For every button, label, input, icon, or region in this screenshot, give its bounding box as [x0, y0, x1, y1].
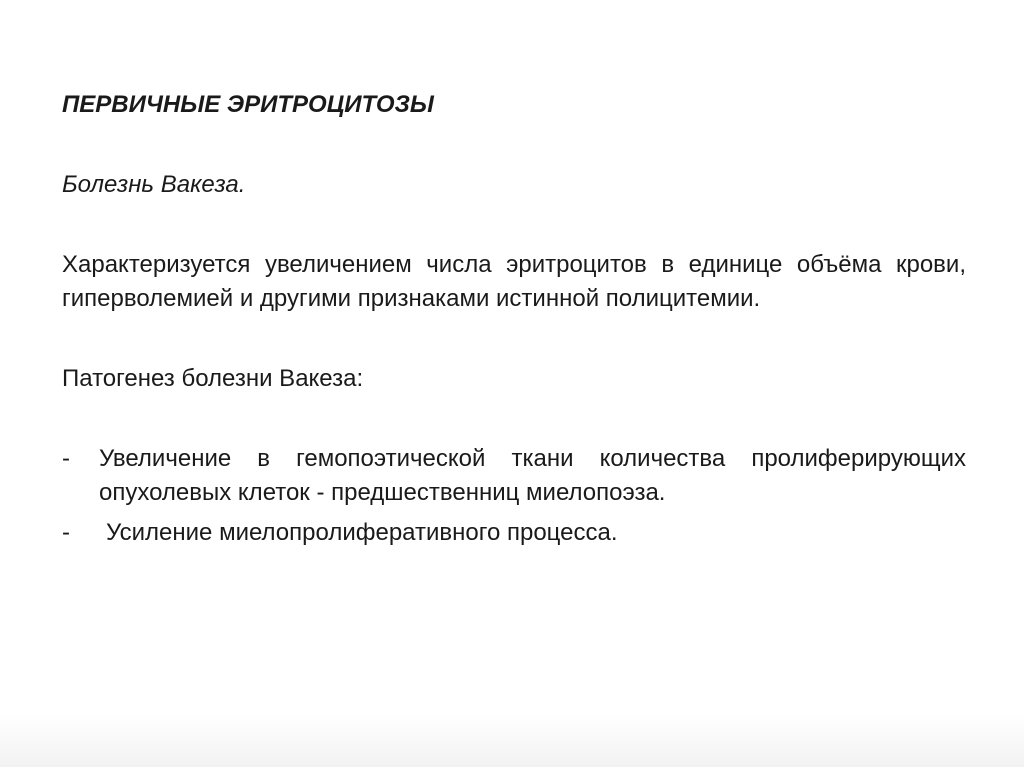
disease-name: Болезнь Вакеза. — [62, 171, 246, 198]
list-item-text: Усиление миелопролиферативного процесса. — [106, 519, 618, 546]
list-item — [62, 442, 966, 510]
list-item — [62, 516, 966, 550]
slide-content — [62, 88, 966, 556]
bullet-dash: - — [62, 519, 70, 546]
pathogenesis-label: Патогенез болезни Вакеза: — [62, 365, 364, 392]
pathogenesis-list — [62, 442, 966, 550]
disease-description: Характеризуется увеличением числа эритроцитов в единице объёма крови, гиперволемией и другими признаками истинной полицитемии. — [62, 251, 966, 312]
list-item-text: Увеличение в гемопоэтической ткани количества пролиферирующих опухолевых клеток - предшественниц миелопоэза. — [99, 445, 966, 506]
slide-title: ПЕРВИЧНЫЕ ЭРИТРОЦИТОЗЫ — [62, 91, 434, 118]
bullet-dash: - — [62, 445, 70, 472]
